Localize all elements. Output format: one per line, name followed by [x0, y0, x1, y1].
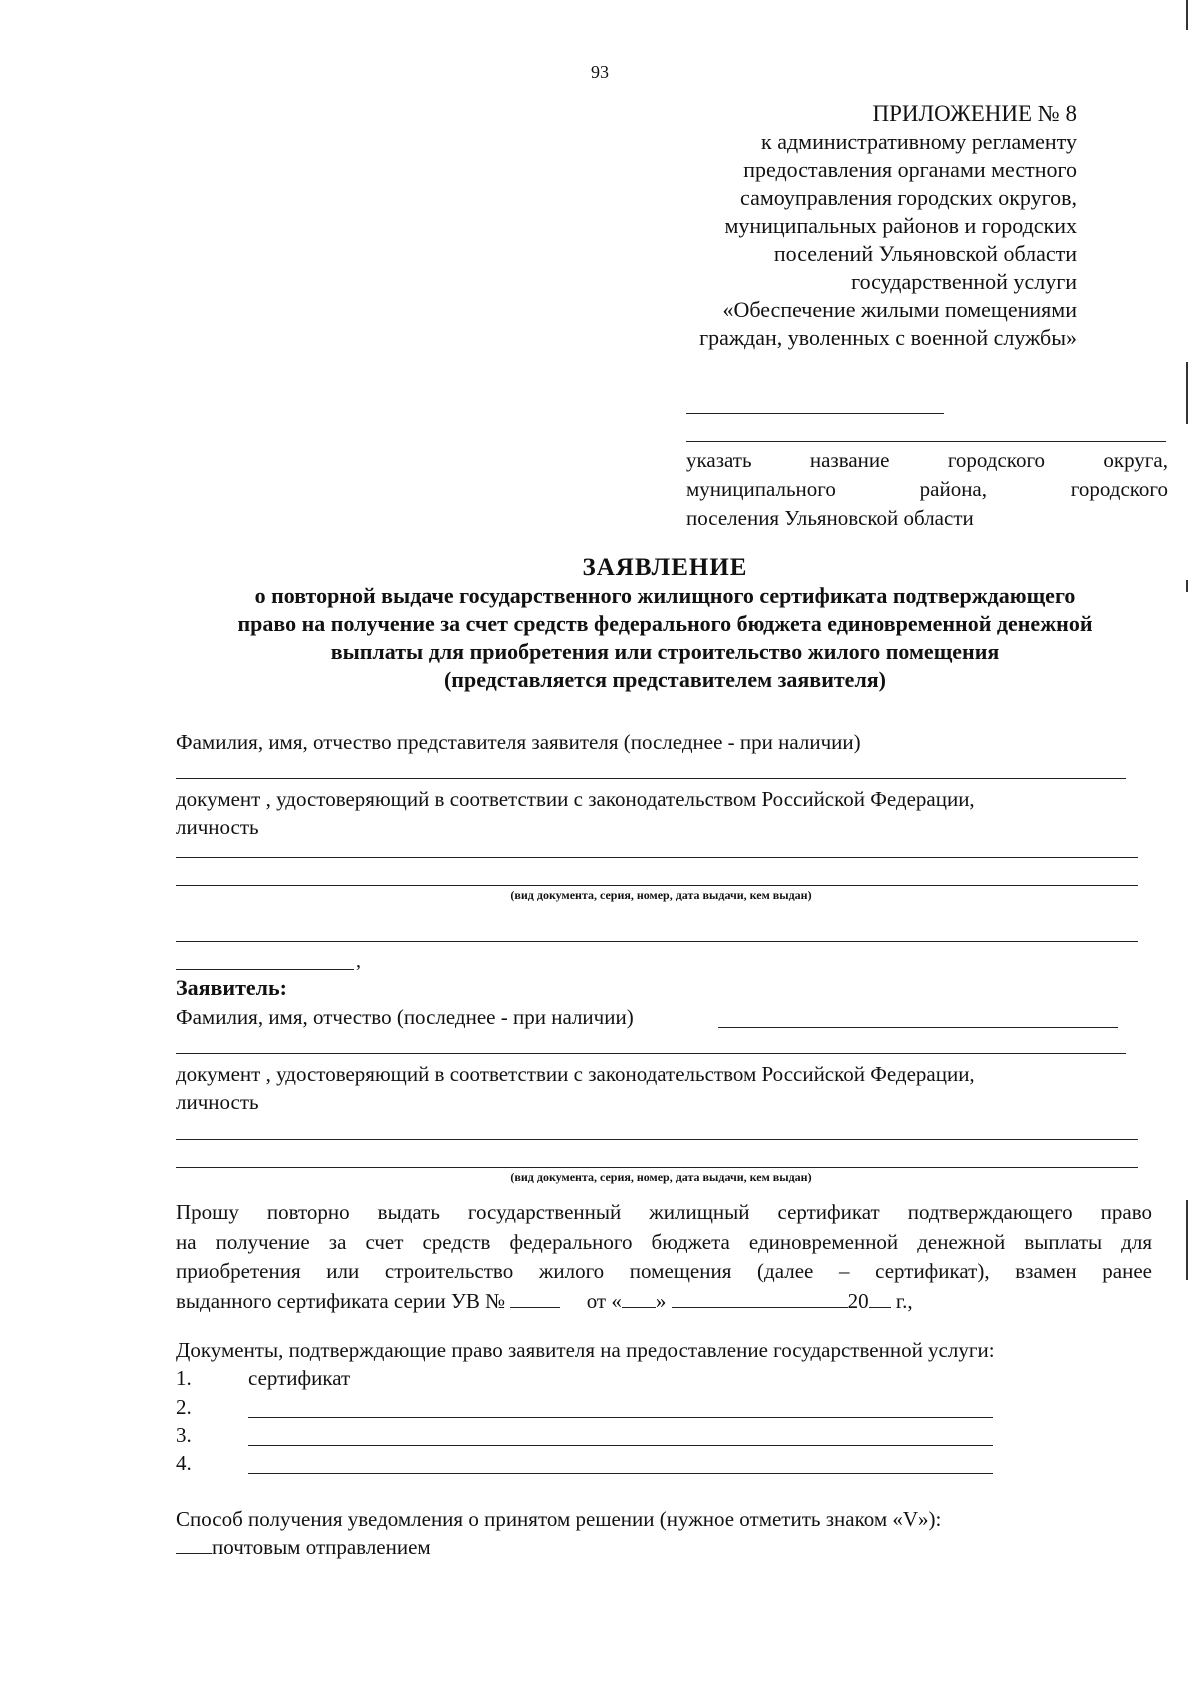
- document-item-number: 3.: [176, 1423, 192, 1447]
- appendix-title: ПРИЛОЖЕНИЕ № 8: [872, 101, 1077, 126]
- applicant-name-inline-line[interactable]: [718, 1027, 1118, 1028]
- appendix-line: государственной услуги: [851, 269, 1077, 294]
- document-item: [176, 1451, 248, 1476]
- certificate-number-field[interactable]: [510, 1287, 560, 1308]
- recipient-hint-line: муниципального района, городского: [686, 477, 1168, 501]
- documents-title: Документы, подтверждающие право заявителя на предоставление государственной услуги:: [176, 1338, 995, 1362]
- representative-doc-line[interactable]: [176, 941, 1138, 942]
- recipient-hint: [686, 446, 1168, 533]
- scan-edge-mark: [1186, 362, 1188, 424]
- applicant-doc-label-line: личность: [176, 1090, 259, 1114]
- recipient-short-line[interactable]: [686, 413, 944, 414]
- representative-doc-line[interactable]: [176, 857, 1138, 858]
- document-subtitle-line: (представляется представителем заявителя): [443, 667, 887, 692]
- applicant-doc-caption: (вид документа, серия, номер, дата выдачи, кем выдан): [510, 1170, 812, 1184]
- document-item: [176, 1395, 248, 1420]
- request-year-prefix: 20: [847, 1288, 869, 1313]
- document-item-line[interactable]: [248, 1473, 993, 1474]
- applicant-doc-label-line: документ , удостоверяющий в соответствии с законодательством Российской Федерации,: [176, 1062, 975, 1086]
- representative-doc-label-line: документ , удостоверяющий в соответствии с законодательством Российской Федерации,: [176, 787, 975, 811]
- document-item: [176, 1366, 350, 1391]
- notification-block: [176, 1505, 941, 1561]
- appendix-block: [699, 100, 1077, 352]
- document-subtitle-line: право на получение за счет средств федерального бюджета единовременной денежной: [237, 611, 1093, 636]
- request-line: Прошу повторно выдать государственный жилищный сертификат подтверждающего право: [176, 1200, 1152, 1224]
- request-line: [176, 1287, 1152, 1317]
- document-heading: [150, 554, 1180, 694]
- scan-edge-mark: [1186, 580, 1188, 592]
- request-line: на получение за счет средств федерального бюджета единовременной денежной выплаты для: [176, 1229, 1152, 1254]
- document-item-text: сертификат: [248, 1366, 351, 1390]
- applicant-title: Заявитель:: [176, 975, 287, 1000]
- document-item-number: 1.: [176, 1366, 192, 1390]
- certificate-year-field[interactable]: [869, 1287, 891, 1308]
- applicant-name-line[interactable]: [176, 1053, 1126, 1054]
- appendix-line: граждан, уволенных с военной службы»: [699, 325, 1077, 350]
- request-date-close: »: [655, 1288, 667, 1313]
- document-item-line[interactable]: [248, 1417, 993, 1418]
- request-year-suffix: г.,: [895, 1288, 913, 1313]
- recipient-hint-line: поселения Ульяновской области: [686, 506, 974, 530]
- representative-short-line[interactable]: [176, 969, 354, 970]
- certificate-day-field[interactable]: [622, 1287, 656, 1308]
- appendix-line: предоставления органами местного: [743, 157, 1077, 182]
- document-item-number: 2.: [176, 1395, 192, 1419]
- representative-doc-caption: (вид документа, серия, номер, дата выдачи, кем выдан): [510, 888, 812, 902]
- postal-checkbox-field[interactable]: [176, 1533, 212, 1554]
- page-number: 93: [591, 62, 609, 82]
- document-item-line[interactable]: [248, 1445, 993, 1446]
- document-item-number: 4.: [176, 1451, 192, 1475]
- document-subtitle-line: о повторной выдаче государственного жилищного сертификата подтверждающего: [254, 583, 1076, 608]
- applicant-doc-line[interactable]: [176, 1167, 1138, 1168]
- request-paragraph: [176, 1198, 1152, 1316]
- document-item: [176, 1423, 248, 1448]
- appendix-line: самоуправления городских округов,: [740, 185, 1077, 210]
- applicant-doc-line[interactable]: [176, 1139, 1138, 1140]
- representative-doc-line[interactable]: [176, 885, 1138, 886]
- notification-label: Способ получения уведомления о принятом решении (нужное отметить знаком «V»):: [176, 1507, 942, 1531]
- applicant-doc-label: [176, 1060, 975, 1116]
- recipient-hint-line: указать название городского округа,: [686, 448, 1168, 472]
- appendix-line: муниципальных районов и городских: [724, 213, 1077, 238]
- notification-option-label: почтовым отправлением: [212, 1535, 431, 1559]
- representative-name-line[interactable]: [176, 778, 1126, 779]
- appendix-line: к административному регламенту: [761, 129, 1077, 154]
- comma-mark: ,: [356, 950, 361, 972]
- appendix-line: «Обеспечение жилыми помещениями: [722, 297, 1077, 322]
- representative-name-label: Фамилия, имя, отчество представителя заявителя (последнее - при наличии): [176, 730, 861, 754]
- request-date-open: от «: [586, 1288, 622, 1313]
- request-line: приобретения или строительство жилого помещения (далее – сертификат), взамен ранее: [176, 1259, 1152, 1283]
- document-subtitle-line: выплаты для приобретения или строительство жилого помещения: [330, 639, 1000, 664]
- applicant-name-label: Фамилия, имя, отчество (последнее - при наличии): [176, 1005, 634, 1029]
- scan-edge-mark: [1186, 0, 1188, 30]
- representative-doc-label: [176, 785, 975, 841]
- certificate-month-field[interactable]: [672, 1287, 848, 1308]
- representative-doc-label-line: личность: [176, 815, 259, 839]
- document-title: ЗАЯВЛЕНИЕ: [582, 554, 748, 581]
- notification-option: [176, 1533, 941, 1561]
- recipient-long-line[interactable]: [686, 441, 1166, 442]
- appendix-line: поселений Ульяновской области: [773, 241, 1077, 266]
- request-series-label: выданного сертификата серии УВ №: [176, 1288, 506, 1313]
- scan-edge-mark: [1186, 1200, 1188, 1280]
